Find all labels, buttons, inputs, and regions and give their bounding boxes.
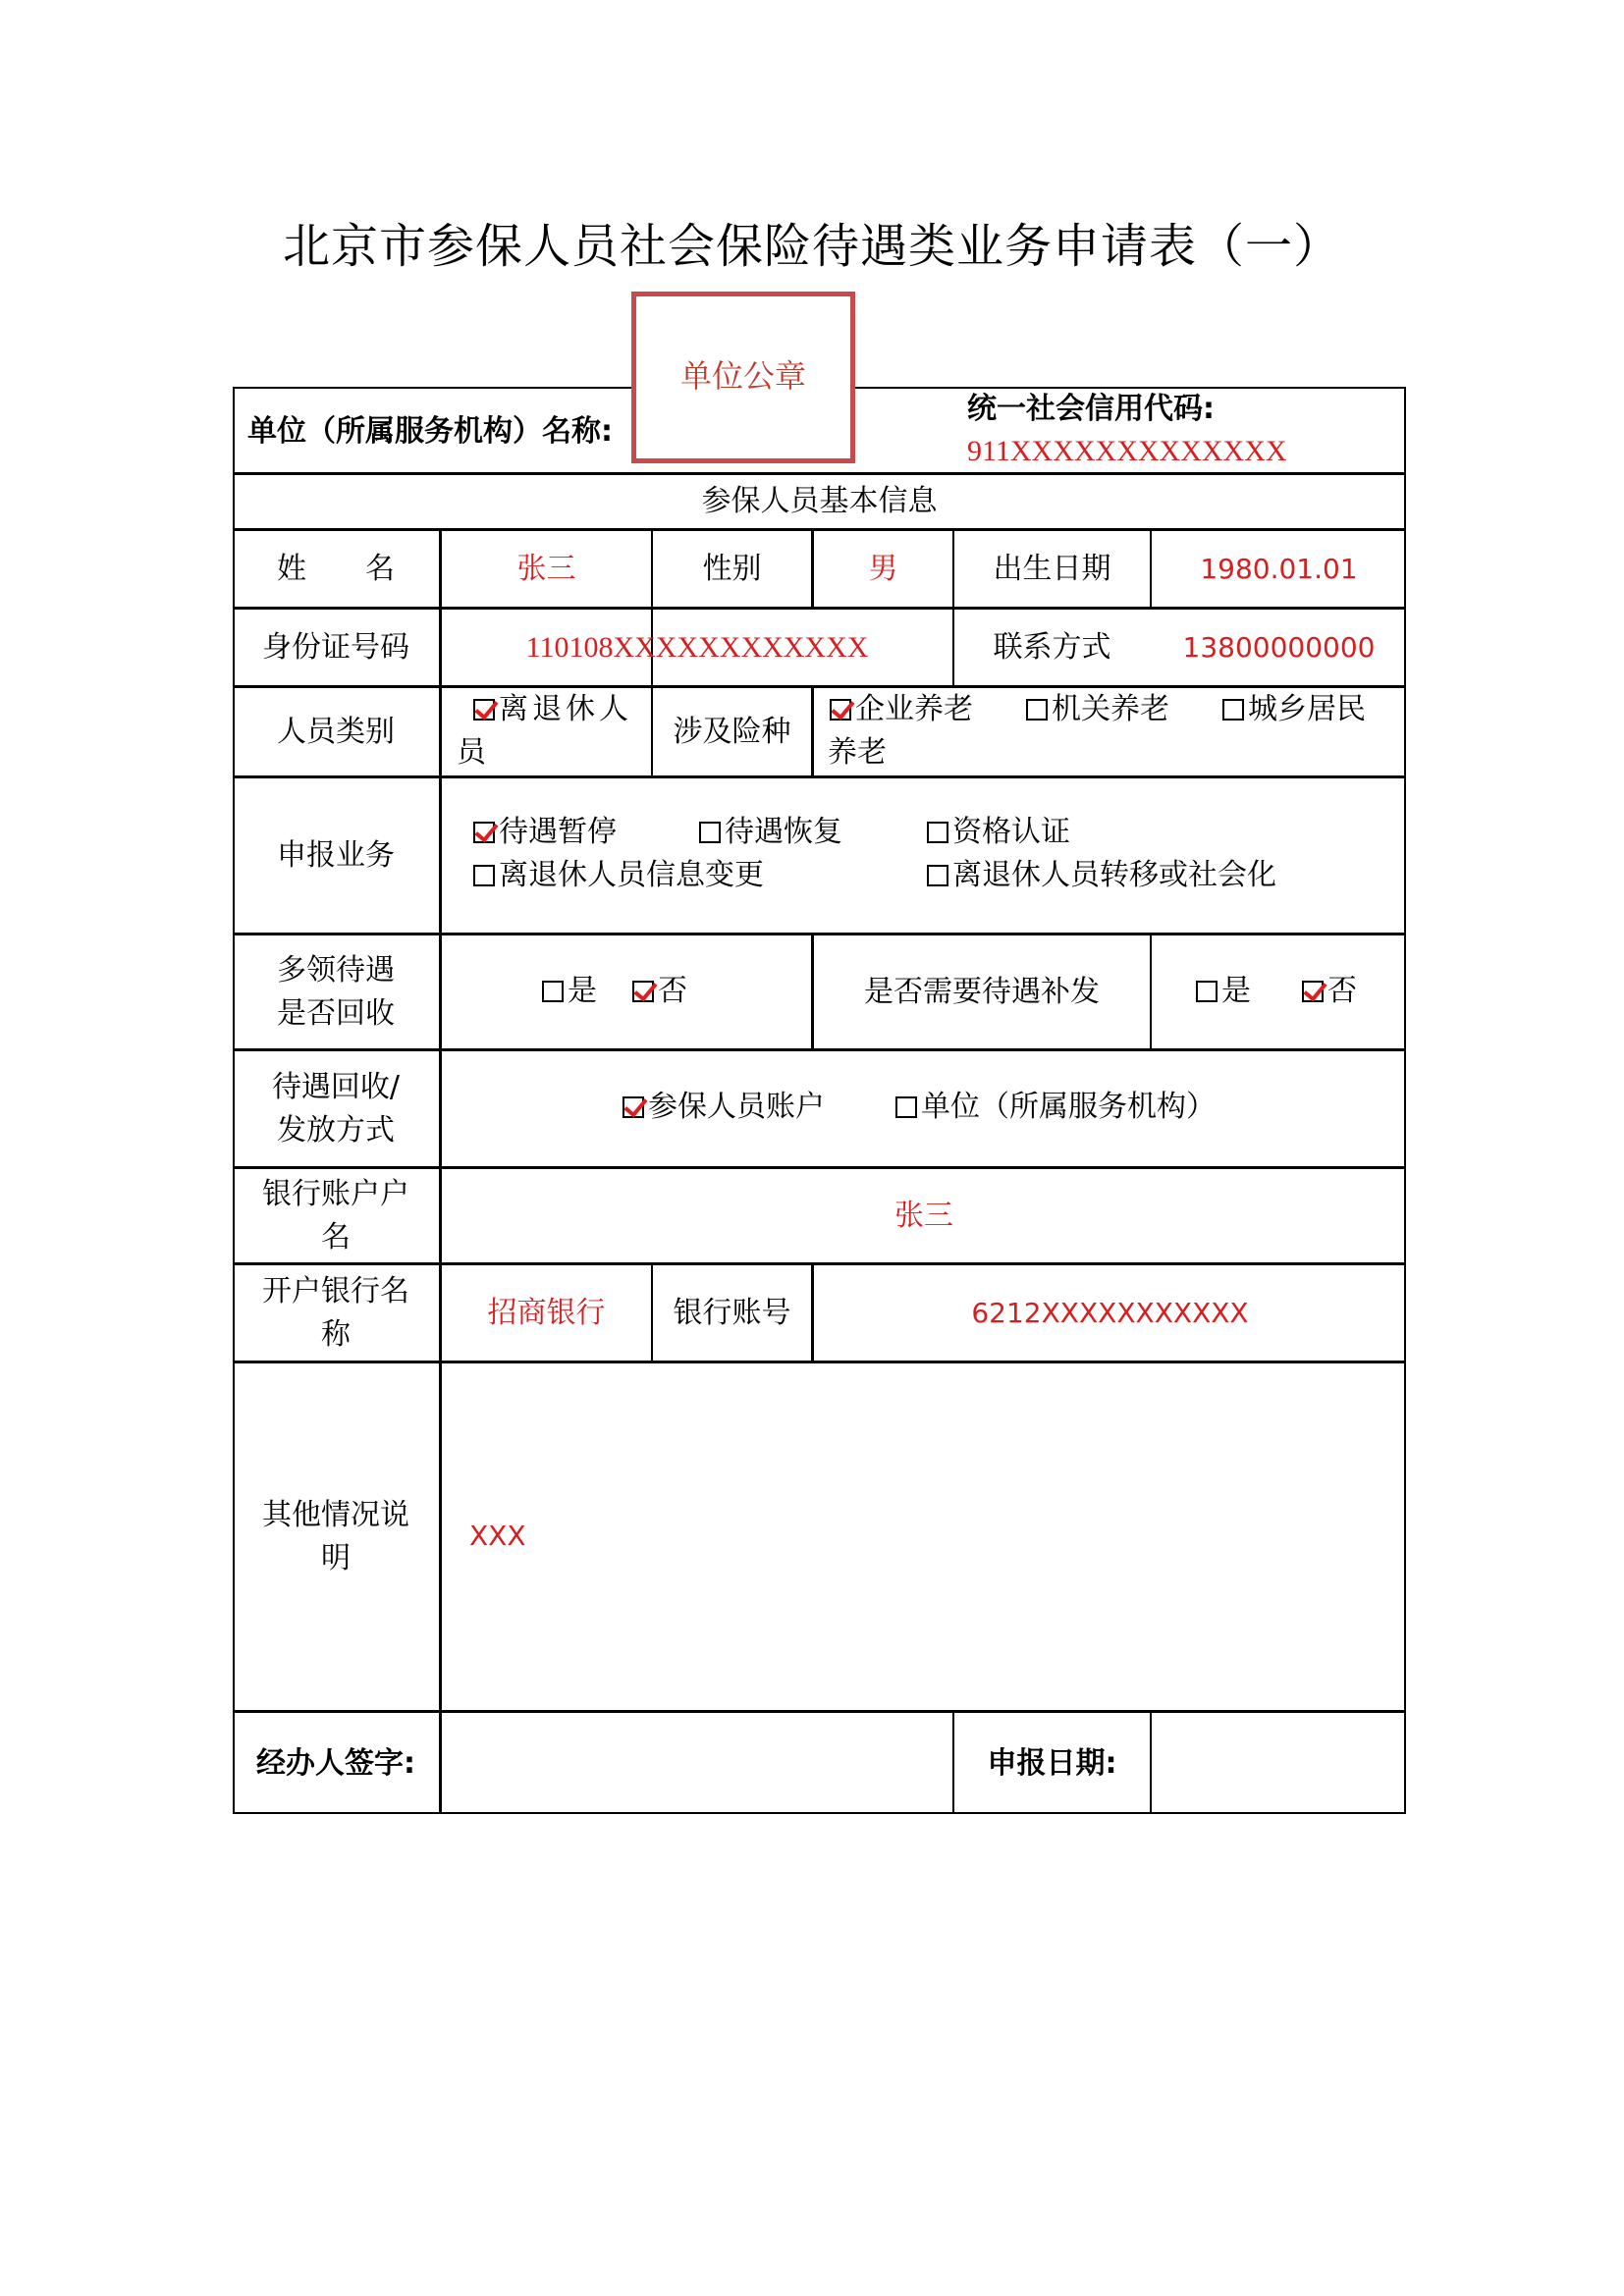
account-number-label: 银行账号 (673, 1295, 791, 1330)
unit-name-label: 单位（所属服务机构）名称: (247, 414, 613, 449)
insurance-resident-option[interactable]: 城乡居民 (1222, 688, 1366, 731)
handler-signature-field[interactable] (442, 1713, 952, 1814)
insurance-type-label: 涉及险种 (673, 714, 791, 749)
apply-date-field[interactable] (1152, 1713, 1406, 1814)
credit-code-value: 911XXXXXXXXXXXXX (967, 435, 1287, 467)
checkbox-empty-icon[interactable] (473, 865, 495, 886)
checkbox-empty-icon[interactable] (1196, 981, 1218, 1002)
name-label: 姓 名 (277, 551, 395, 586)
handler-signature-label: 经办人签字: (256, 1745, 415, 1781)
insurance-government-option[interactable]: 机关养老 (1026, 688, 1169, 731)
gender-label: 性别 (702, 551, 762, 586)
account-name-value: 张三 (894, 1198, 953, 1233)
checkbox-checked-icon[interactable] (1302, 981, 1324, 1002)
business-suspend-option[interactable]: 待遇暂停 (473, 811, 617, 854)
checkbox-empty-icon[interactable] (895, 1096, 917, 1118)
business-label: 申报业务 (277, 837, 395, 873)
business-resume-option[interactable]: 待遇恢复 (699, 811, 842, 854)
business-transfer-option[interactable]: 离退休人员转移或社会化 (927, 854, 1276, 897)
supplement-yes-option[interactable]: 是 (1196, 970, 1251, 1013)
account-number-value: 6212XXXXXXXXXXX (971, 1296, 1249, 1329)
other-notes-label: 其他情况说 明 (262, 1497, 409, 1575)
checkbox-empty-icon[interactable] (927, 865, 948, 886)
recover-yes-option[interactable]: 是 (542, 970, 597, 1013)
birth-date-value: 1980.01.01 (1200, 552, 1358, 585)
business-info-change-option[interactable]: 离退休人员信息变更 (473, 854, 764, 897)
checkbox-checked-icon[interactable] (623, 1096, 644, 1118)
account-name-label: 银行账户户 名 (262, 1176, 409, 1255)
category-retired-label-cont: 员 (457, 735, 486, 770)
category-retired-option[interactable]: 离退休人 (473, 688, 632, 731)
recover-label: 多领待遇 是否回收 (277, 952, 395, 1031)
apply-date-label: 申报日期: (987, 1745, 1117, 1781)
checkbox-checked-icon[interactable] (473, 822, 495, 843)
bank-name-value: 招商银行 (487, 1295, 606, 1330)
insurance-enterprise-label-cont: 养老 (828, 735, 887, 770)
checkbox-checked-icon[interactable] (830, 699, 851, 721)
payment-method-label: 待遇回收/ 发放方式 (271, 1069, 401, 1148)
checkbox-empty-icon[interactable] (1222, 699, 1244, 721)
method-unit-option[interactable]: 单位（所属服务机构） (895, 1086, 1216, 1129)
method-personal-account-option[interactable]: 参保人员账户 (623, 1086, 825, 1129)
insurance-enterprise-option[interactable]: 企业养老 (830, 688, 973, 731)
gender-value: 男 (868, 551, 898, 586)
birth-date-label: 出生日期 (993, 551, 1111, 586)
credit-code-label: 统一社会信用代码: (967, 392, 1215, 426)
id-number-value: 110108XXXXXXXXXXXX (525, 630, 869, 664)
checkbox-checked-icon[interactable] (632, 981, 654, 1002)
recover-no-option[interactable]: 否 (632, 970, 687, 1013)
id-number-label: 身份证号码 (262, 629, 409, 665)
supplement-label: 是否需要待遇补发 (864, 974, 1100, 1009)
checkbox-empty-icon[interactable] (1026, 699, 1048, 721)
checkbox-empty-icon[interactable] (927, 822, 948, 843)
stamp-text: 单位公章 (679, 357, 806, 395)
other-notes-value: XXX (469, 1520, 526, 1552)
checkbox-checked-icon[interactable] (473, 699, 495, 721)
supplement-no-option[interactable]: 否 (1302, 970, 1357, 1013)
person-category-label: 人员类别 (277, 714, 395, 749)
page-title: 北京市参保人员社会保险待遇类业务申请表（一） (282, 219, 1341, 274)
checkbox-empty-icon[interactable] (699, 822, 721, 843)
bank-name-label: 开户银行名 称 (262, 1273, 409, 1352)
section-title: 参保人员基本信息 (701, 484, 938, 518)
phone-label: 联系方式 (993, 629, 1111, 665)
name-value: 张三 (516, 551, 576, 586)
phone-value: 13800000000 (1182, 630, 1376, 664)
checkbox-empty-icon[interactable] (542, 981, 564, 1002)
unit-stamp (631, 292, 855, 463)
business-qualification-option[interactable]: 资格认证 (927, 811, 1070, 854)
